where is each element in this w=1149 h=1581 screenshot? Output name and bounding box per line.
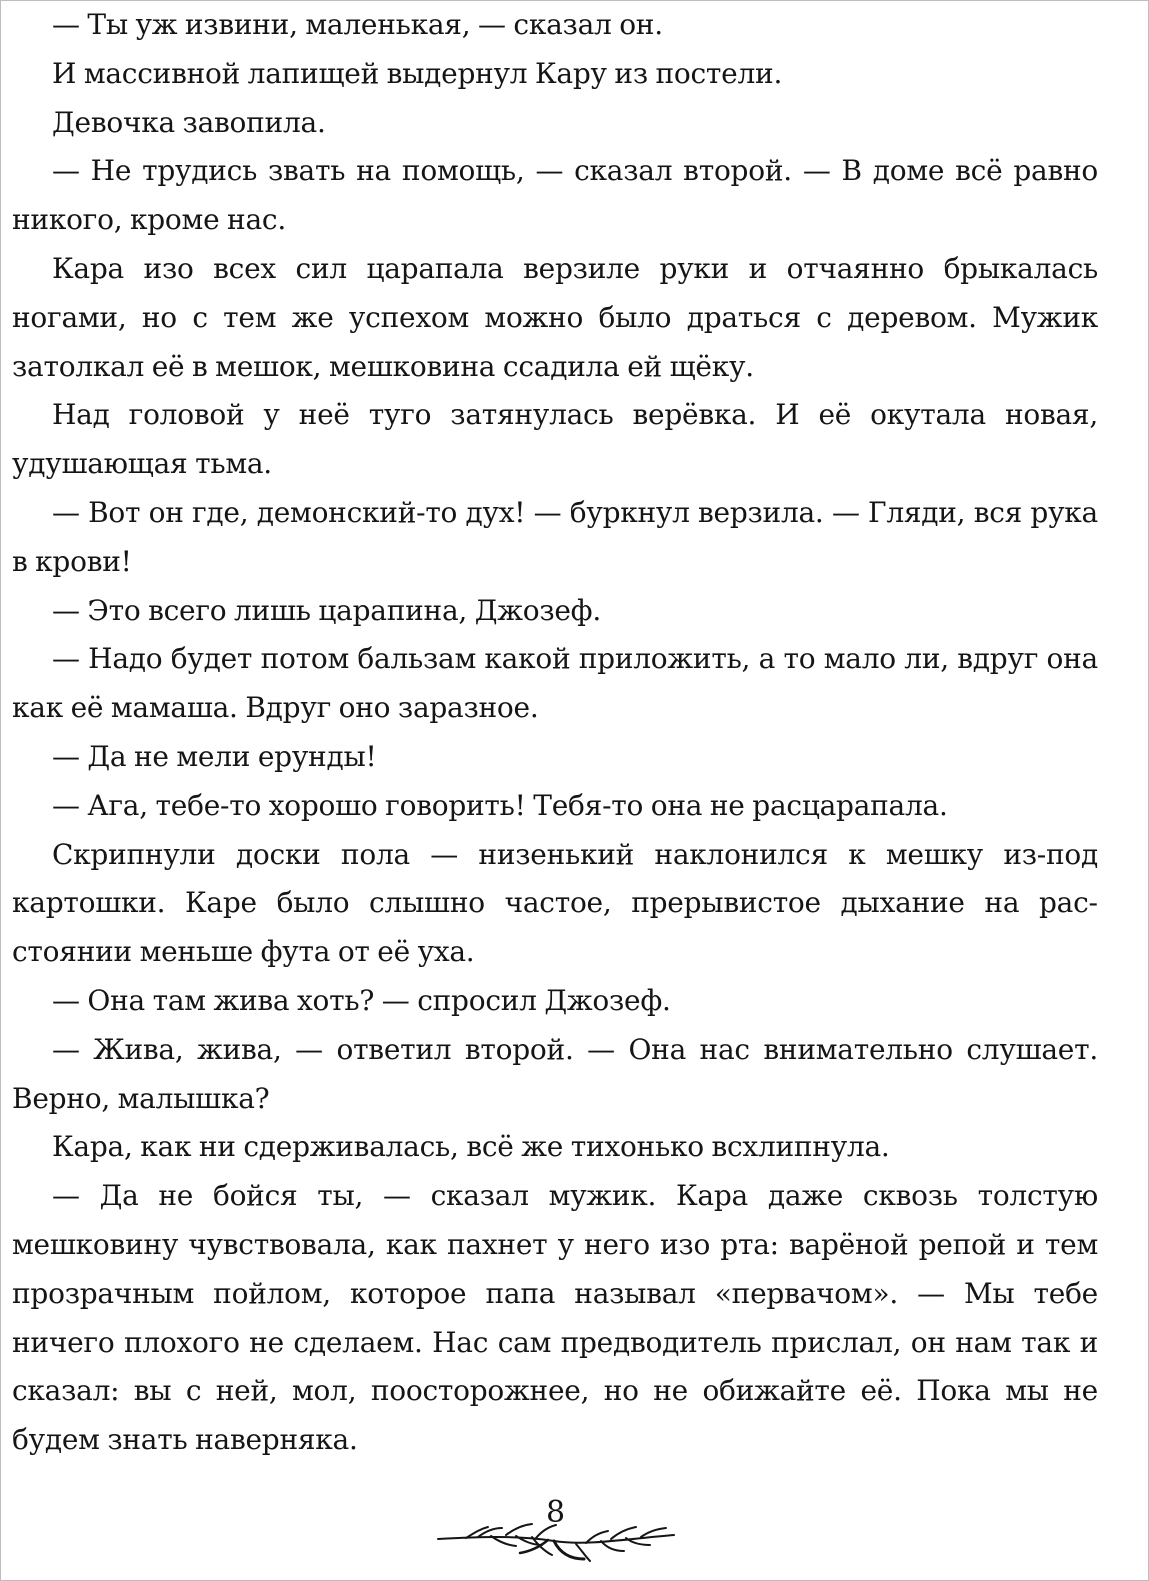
branch-ornament-icon bbox=[436, 1515, 676, 1565]
paragraph-5: Кара изо всех сил царапала верзиле руки и отчаянно брыкалась ногами, но с тем же успехом можно было драться с деревом. Мужик затолкал её в мешок, мешковина ссадила ей щёку. bbox=[12, 251, 1098, 383]
page-number: 8 bbox=[545, 1495, 566, 1530]
paragraph-6: Над головой у неё туго затянулась верёвка. И её окутала новая, удушающая тьма. bbox=[12, 398, 1098, 481]
paragraph-7: — Вот он где, демонский-то дух! — буркнул верзила. — Гляди, вся рука в крови! bbox=[12, 495, 1098, 578]
paragraph-1: — Ты уж извини, маленькая, — сказал он. bbox=[52, 8, 663, 41]
page-footer bbox=[1, 1489, 1149, 1569]
paragraph-10: — Да не мели ерунды! bbox=[52, 739, 377, 773]
page-body-text bbox=[12, 1, 1098, 1465]
paragraph-15: Кара, как ни сдерживалась, всё же тихонько всхлипнула. bbox=[52, 1130, 890, 1164]
paragraph-14: — Жива, жива, — ответил второй. — Она нас внимательно слушает. Верно, малышка? bbox=[12, 1032, 1098, 1115]
paragraph-12: Скрипнули доски пола — низенький наклонился к мешку из-под картошки. Каре было слышно частое, прерывистое дыхание на расстоянии меньше фута от её уха. bbox=[12, 837, 1098, 969]
paragraph-4: — Не трудись звать на помощь, — сказал второй. — В доме всё равно никого, кроме нас. bbox=[12, 154, 1098, 237]
paragraph-13: — Она там жива хоть? — спросил Джозеф. bbox=[52, 983, 671, 1017]
paragraph-11: — Ага, тебе-то хорошо говорить! Тебя-то она не расцарапала. bbox=[52, 788, 948, 822]
paragraph-8: — Это всего лишь царапина, Джозеф. bbox=[52, 593, 601, 627]
paragraph-2: И массивной лапищей выдернул Кару из постели. bbox=[52, 56, 783, 90]
paragraph-9: — Надо будет потом бальзам какой приложить, а то мало ли, вдруг она как её мамаша. Вдруг оно заразное. bbox=[12, 642, 1098, 725]
paragraph-16: — Да не бойся ты, — сказал мужик. Кара даже сквозь толстую мешковину чувствовала, как пахнет у него изо рта: варёной репой и тем прозрачным пойлом, которое папа называл «первачом». — Мы тебе ничего плохого не сделаем. Нас сам предводитель прислал, он нам так и сказал: вы с ней, мол, поосторожнее, но не обижайте её. Пока мы не будем знать наверняка. bbox=[12, 1179, 1098, 1457]
paragraph-3: Девочка завопила. bbox=[52, 105, 326, 139]
